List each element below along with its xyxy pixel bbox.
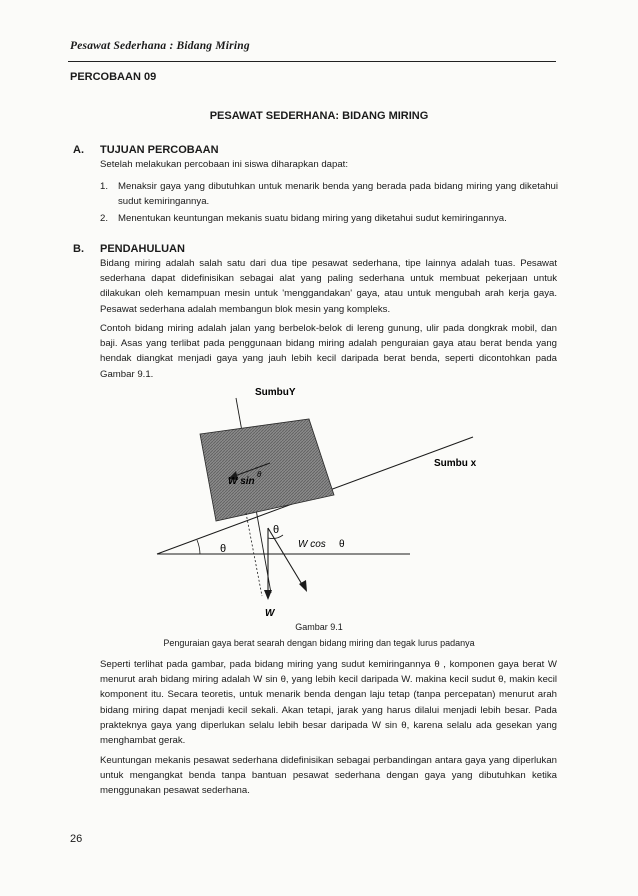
section-b-letter: B.: [73, 243, 84, 255]
item-number: 2.: [100, 213, 109, 224]
theta-label-base: θ: [220, 543, 227, 555]
theta-label-top: θ: [273, 524, 280, 536]
w-cos-arrow: [268, 528, 303, 586]
item-number: 1.: [100, 181, 109, 192]
intro-paragraph-1: Bidang miring adalah salah satu dari dua tipe pesawat sederhana, tipe lainnya adalah tuas. Pesawat sederhana dapat didefinisikan sebagai alat yang paling sederhana untuk membuat pekerjaan untuk dilakukan oleh kemampuan mesin untuk 'menggandakan' gaya, atau untuk mengubah arah kerja gaya. Pesawat sederhana adalah membangun blok mesin yang kompleks.: [100, 258, 557, 315]
weight-label: W: [265, 608, 275, 619]
w-cos-theta: θ: [339, 539, 345, 550]
x-axis-label: Sumbu x: [434, 458, 477, 469]
w-cos-label: W cos: [298, 539, 326, 550]
y-axis-label: SumbuY: [255, 387, 296, 398]
section-a-letter: A.: [73, 144, 84, 156]
section-a-intro: Setelah melakukan percobaan ini siswa diharapkan dapat:: [100, 159, 348, 170]
page-title: PESAWAT SEDERHANA: BIDANG MIRING: [209, 110, 429, 122]
section-a-heading: TUJUAN PERCOBAAN: [100, 144, 219, 156]
figure-caption-text: Penguraian gaya berat searah dengan bidang miring dan tegak lurus padanya: [163, 638, 475, 648]
w-sin-label: W sin: [228, 476, 255, 487]
running-header: Pesawat Sederhana : Bidang Miring: [70, 40, 250, 52]
angle-arc-base: [197, 540, 200, 554]
weight-arrowhead: [264, 590, 272, 600]
body-paragraph-3: Seperti terlihat pada gambar, pada bidang miring yang sudut kemiringannya θ , komponen gaya berat W menurut arah bidang miring adalah W sin θ, yang lebih kecil daripada W. makina kecil sudut θ, makin kecil komponent itu. Secara teoretis, untuk menarik benda dengan laju tetap (tanpa percepatan) menurut arah bidang miring dapat menjadi kecil sekali. Akan tetapi, jarak yang harus dilalui menjadi lebih besar. Pada prakteknya gaya yang diperlukan selalu lebih besar daripada W sin θ, karena selalu ada gesekan yang menghambat gerak.: [100, 659, 557, 747]
objective-item: Menentukan keuntungan mekanis suatu bidang miring yang diketahui sudut kemiringannya.: [118, 213, 507, 224]
page-number: 26: [70, 833, 83, 845]
section-b-heading: PENDAHULUAN: [100, 243, 185, 255]
intro-paragraph-2: Contoh bidang miring adalah jalan yang berbelok-belok di lereng gunung, ulir pada dongkrak mobil, dan baji. Asas yang terlibat pada penggunaan bidang miring adalah penguraian gaya atau berat benda yang hendak diangkat menjadi gaya yang jauh lebih kecil daripada berat benda, seperti dicontohkan pada Gambar 9.1.: [100, 323, 557, 380]
experiment-label: PERCOBAAN 09: [70, 71, 157, 83]
figure-caption-number: Gambar 9.1: [295, 622, 343, 632]
objective-item: Menaksir gaya yang dibutuhkan untuk menarik benda yang berada pada bidang miring yang diketahui sudut kemiringannya.: [118, 181, 558, 208]
body-paragraph-4: Keuntungan mekanis pesawat sederhana didefinisikan sebagai perbandingan antara gaya yang diperlukan untuk mengangkat benda tanpa bantuan pesawat sederhana dengan gaya yang dibutuhkan ketika menggunakan pesawat sederhana.: [100, 755, 557, 797]
block: [200, 419, 334, 521]
w-sin-theta: θ: [257, 470, 262, 479]
